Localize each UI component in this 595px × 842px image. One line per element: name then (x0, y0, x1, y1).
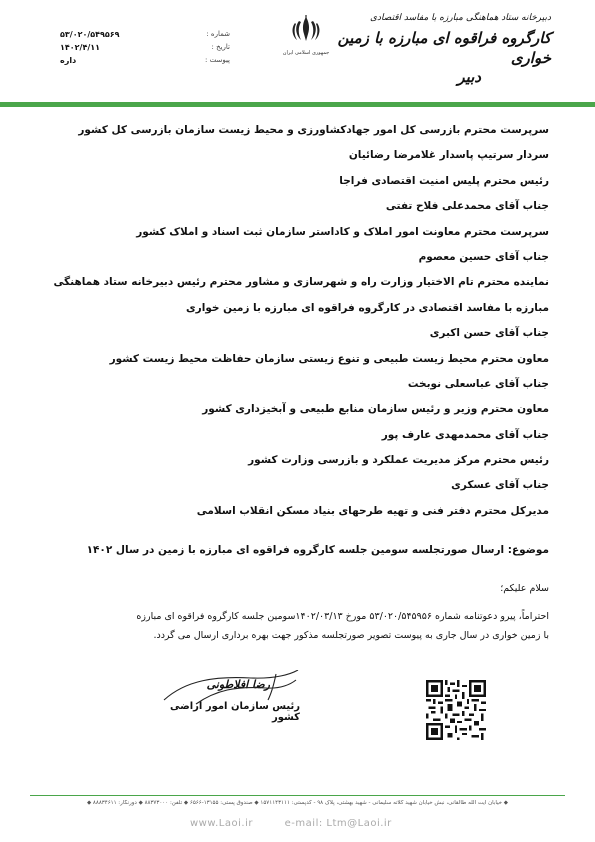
emblem-caption: جمهوری اسلامی ایران (282, 50, 330, 56)
recipient-line: سردار سرتیپ پاسدار غلامرضا رضائیان (348, 149, 549, 162)
letter-attachment-value: داره (60, 56, 77, 65)
recipient-line: معاون محترم محیط زیست طبیعی و تنوع زیستی سازمان حفاظت محیط زیست کشور (109, 352, 549, 365)
footer-contact-links (190, 818, 420, 829)
signatory-title: رئیس سازمان امور اراضی کشور (169, 701, 300, 723)
letter-attachment-row (60, 54, 230, 67)
recipient-line: رئیس محترم مرکز مدیریت عملکرد و بازرسی وزارت کشور (248, 454, 549, 467)
iran-emblem-icon (289, 14, 323, 44)
letter-number-row (60, 28, 230, 41)
letter-greeting: سلام علیکم؛ (500, 583, 549, 594)
letter-body (49, 607, 549, 645)
signatory-name: رضا افلاطونی (206, 678, 270, 691)
signature-flourish-icon (156, 670, 306, 710)
letter-number-label: شماره : (206, 30, 230, 38)
letter-body-line: احتراماً، پیرو دعوتنامه شماره ۵۳/۰۲۰/۵۴۵۹۵۶ مورخ ۱۴۰۲/۰۳/۱۳سومین جلسه کارگروه فراقوه ای مبارزه (136, 611, 549, 622)
org-secretariat-line: دبیرخانه ستاد هماهنگی مبارزه با مفاسد اقتصادی (369, 13, 551, 23)
qr-code-icon (426, 680, 486, 740)
emblem-block (276, 14, 336, 56)
footer-address: ◆ خیابان آیت الله طالقانی، نبش خیابان شهید کلاته سلیمانی - شهید بهشتی، پلاک ۹۸ - کدپستی: ۱۵۷۱۱۴۳۱۱۱ ◆ صندوق پستی: ۱۳۱۵۵-۶۵۶۶ ◆ تلفن: ۸۸۳۷۳۰۰۰ ◆ دورنگار: ۸۸۸۳۴۶۱۱ ◆ (86, 800, 509, 806)
recipient-line: جناب آقای عسکری (451, 479, 549, 492)
website-link[interactable]: www.Laoi.ir (190, 818, 253, 829)
recipient-line: سرپرست محترم بازرسی کل امور جهادکشاورزی و محیط زیست سازمان بازرسی کل کشور (78, 124, 549, 136)
email-link[interactable]: e-mail: Ltm@Laoi.ir (284, 818, 392, 829)
recipient-line: جناب آقای محمدعلی فلاح تفتی (385, 200, 549, 213)
letter-attachment-label: پیوست : (205, 56, 230, 64)
org-working-group-line: کارگروه فراقوه ای مبارزه با زمین خواری (337, 29, 551, 67)
recipient-list (49, 118, 549, 524)
recipient-line: رئیس محترم پلیس امنیت اقتصادی فراجا (339, 174, 549, 187)
letter-body-line: با زمین خواری در سال جاری به پیوست تصویر صورتجلسه مذکور جهت بهره برداری ارسال می گردد. (153, 630, 549, 641)
organization-header (311, 12, 551, 86)
recipient-line: جناب آقای حسین معصوم (418, 250, 549, 263)
recipient-line: مدیرکل محترم دفتر فنی و تهیه طرحهای بنیاد مسکن انقلاب اسلامی (196, 504, 549, 517)
letter-metadata (60, 28, 230, 67)
letter-date-label: تاریخ : (211, 43, 230, 51)
recipient-line: جناب آقای محمدمهدی عارف پور (381, 428, 549, 441)
recipient-line: معاون محترم وزیر و رئیس سازمان منابع طبیعی و آبخیزداری کشور (202, 403, 549, 416)
letter-date-value: ۱۴۰۲/۴/۱۱ (60, 43, 101, 52)
recipient-line: نماینده محترم تام الاختیار وزارت راه و شهرسازی و مشاور محترم رئیس دبیرخانه ستاد هماهنگی (53, 276, 549, 289)
recipient-line: سرپرست محترم معاونت امور املاک و کاداستر سازمان ثبت اسناد و املاک کشور (136, 225, 549, 238)
recipient-line: جناب آقای عباسعلی نوبخت (407, 377, 549, 390)
footer-divider (30, 795, 565, 796)
recipient-line: مبارزه با مفاسد اقتصادی در کارگروه فراقوه ای مبارزه با زمین خواری (186, 301, 549, 314)
letter-number-value: ۵۳/۰۲۰/۵۴۹۵۶۹ (60, 30, 120, 39)
org-secretary-line: دبیر (457, 68, 481, 86)
letter-date-row (60, 41, 230, 54)
header-divider (0, 102, 595, 107)
recipient-line: جناب آقای حسن اکبری (429, 327, 549, 340)
signature-block (160, 678, 300, 723)
letter-subject: موضوع: ارسال صورتجلسه سومین جلسه کارگروه فراقوه ای مبارزه با زمین در سال ۱۴۰۲ (86, 544, 549, 556)
